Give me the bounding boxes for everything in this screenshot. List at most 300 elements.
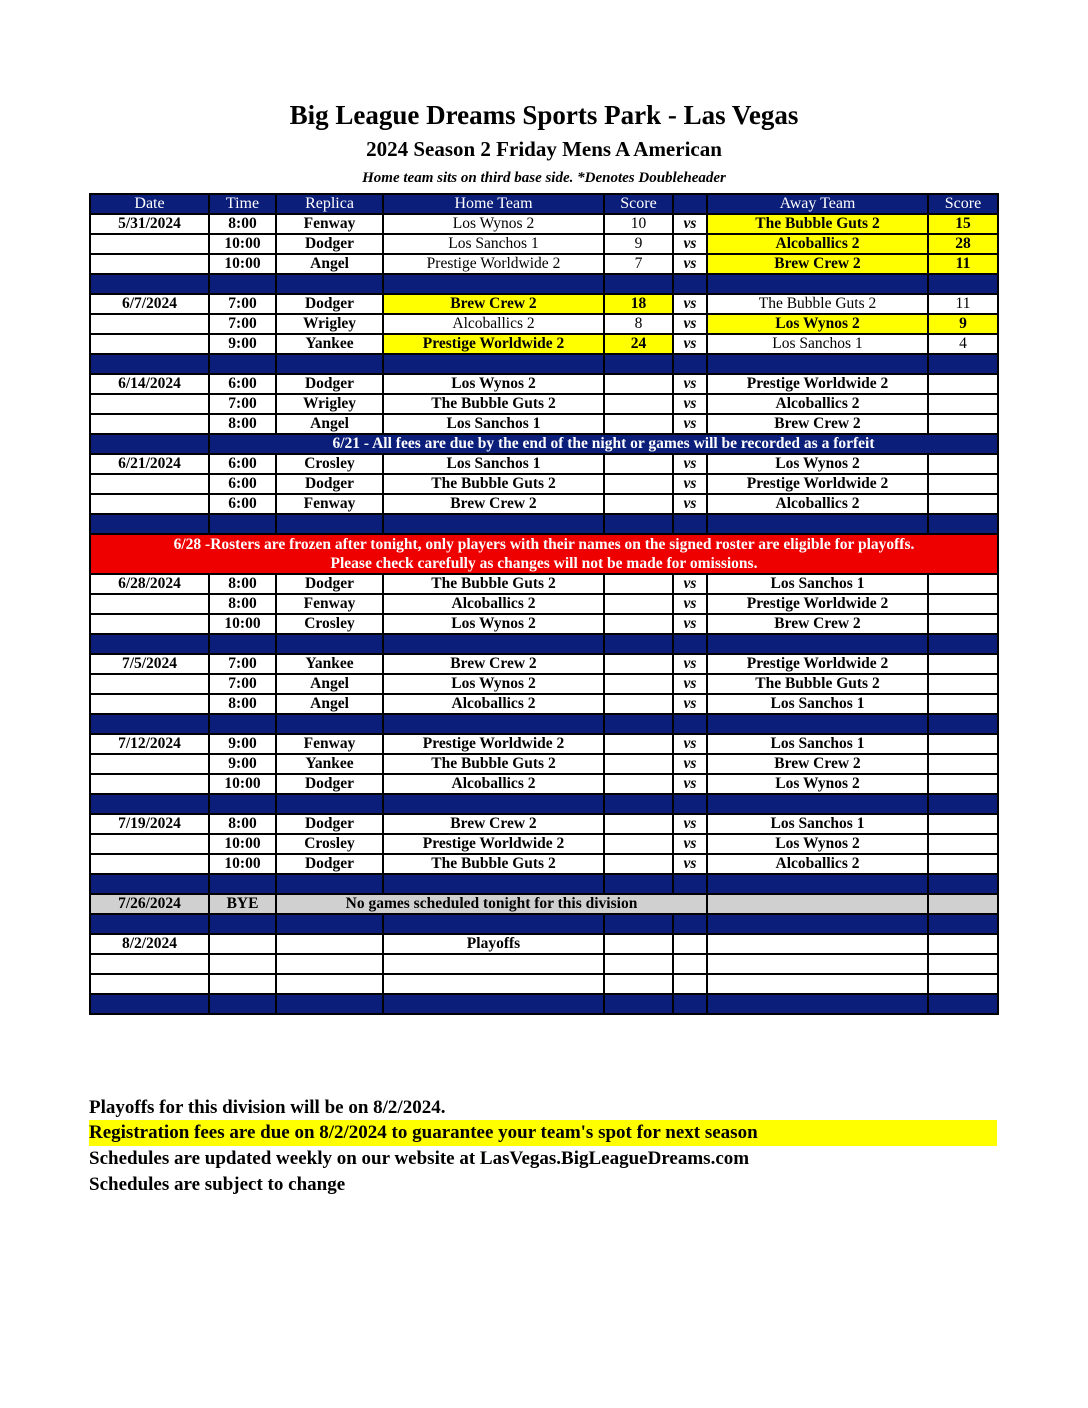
away-score-cell: 9	[928, 314, 998, 334]
date-cell	[90, 674, 209, 694]
time-cell: 6:00	[209, 494, 276, 514]
game-row	[90, 394, 998, 414]
date-cell	[90, 314, 209, 334]
time-cell: 6:00	[209, 474, 276, 494]
home-team-cell: The Bubble Guts 2	[383, 474, 604, 494]
time-cell: 8:00	[209, 694, 276, 714]
time-cell: 8:00	[209, 214, 276, 234]
date-cell	[90, 974, 209, 994]
col-header-home-team: Home Team	[383, 194, 604, 214]
home-score-cell	[604, 774, 673, 794]
week-separator-row	[90, 274, 998, 294]
separator-cell	[707, 714, 928, 734]
home-team-cell: Brew Crew 2	[383, 654, 604, 674]
home-team-cell: Los Wynos 2	[383, 614, 604, 634]
separator-cell	[673, 714, 707, 734]
separator-cell	[673, 874, 707, 894]
roster-alert-row	[90, 534, 998, 574]
home-team-cell: Alcoballics 2	[383, 694, 604, 714]
away-team-cell: The Bubble Guts 2	[707, 214, 928, 234]
vs-cell: vs	[673, 574, 707, 594]
separator-cell	[90, 994, 209, 1014]
vs-cell: vs	[673, 474, 707, 494]
away-team-cell: Los Wynos 2	[707, 454, 928, 474]
bye-row	[90, 894, 998, 914]
home-team-cell: Los Sanchos 1	[383, 414, 604, 434]
vs-cell: vs	[673, 654, 707, 674]
vs-cell: vs	[673, 414, 707, 434]
separator-cell	[90, 914, 209, 934]
vs-cell: vs	[673, 394, 707, 414]
time-cell: 8:00	[209, 594, 276, 614]
time-cell: 7:00	[209, 294, 276, 314]
game-row	[90, 734, 998, 754]
game-row	[90, 254, 998, 274]
separator-cell	[604, 274, 673, 294]
footer-website: Schedules are updated weekly on our website at LasVegas.BigLeagueDreams.com	[89, 1148, 750, 1169]
separator-cell	[90, 874, 209, 894]
separator-cell	[928, 354, 998, 374]
away-team-cell: The Bubble Guts 2	[707, 674, 928, 694]
separator-cell	[209, 354, 276, 374]
away-score-cell	[928, 774, 998, 794]
game-row	[90, 214, 998, 234]
time-cell	[209, 934, 276, 954]
date-cell: 7/5/2024	[90, 654, 209, 674]
vs-cell	[673, 954, 707, 974]
separator-cell	[604, 794, 673, 814]
game-row	[90, 454, 998, 474]
empty-cell	[928, 894, 998, 914]
away-team-cell: Los Sanchos 1	[707, 734, 928, 754]
home-team-cell: The Bubble Guts 2	[383, 854, 604, 874]
away-team-cell: Los Sanchos 1	[707, 574, 928, 594]
away-score-cell	[928, 654, 998, 674]
separator-cell	[673, 634, 707, 654]
separator-cell	[209, 514, 276, 534]
date-cell	[90, 774, 209, 794]
vs-cell: vs	[673, 614, 707, 634]
home-score-cell: 9	[604, 234, 673, 254]
date-cell: 6/21/2024	[90, 454, 209, 474]
field-cell: Wrigley	[276, 394, 383, 414]
vs-cell: vs	[673, 774, 707, 794]
separator-cell	[276, 714, 383, 734]
game-row	[90, 954, 998, 974]
time-cell: 10:00	[209, 834, 276, 854]
game-row	[90, 774, 998, 794]
home-team-cell: Los Sanchos 1	[383, 454, 604, 474]
time-cell: 10:00	[209, 254, 276, 274]
col-header-away-score: Score	[928, 194, 998, 214]
home-team-cell: Brew Crew 2	[383, 494, 604, 514]
date-cell	[90, 594, 209, 614]
home-team-cell: The Bubble Guts 2	[383, 394, 604, 414]
date-cell	[90, 334, 209, 354]
field-cell: Dodger	[276, 814, 383, 834]
away-score-cell	[928, 474, 998, 494]
separator-cell	[209, 714, 276, 734]
game-row	[90, 854, 998, 874]
week-separator-row	[90, 354, 998, 374]
footer-playoffs: Playoffs for this division will be on 8/2/2024.	[89, 1097, 446, 1118]
footer-disclaimer: Schedules are subject to change	[89, 1174, 346, 1195]
home-score-cell	[604, 454, 673, 474]
vs-cell: vs	[673, 234, 707, 254]
separator-cell	[928, 634, 998, 654]
away-score-cell	[928, 574, 998, 594]
away-score-cell	[928, 614, 998, 634]
schedule-note: Home team sits on third base side. *Denotes Doubleheader	[362, 170, 726, 186]
vs-cell: vs	[673, 814, 707, 834]
vs-cell: vs	[673, 734, 707, 754]
time-cell: 10:00	[209, 854, 276, 874]
week-separator-row	[90, 874, 998, 894]
away-team-cell: Los Sanchos 1	[707, 334, 928, 354]
date-cell	[90, 414, 209, 434]
home-team-cell: Prestige Worldwide 2	[383, 734, 604, 754]
schedule-table	[89, 193, 999, 1015]
away-score-cell	[928, 694, 998, 714]
vs-cell	[673, 974, 707, 994]
away-team-cell: Los Wynos 2	[707, 834, 928, 854]
home-team-cell: Alcoballics 2	[383, 314, 604, 334]
time-cell	[209, 974, 276, 994]
separator-cell	[928, 794, 998, 814]
separator-cell	[383, 714, 604, 734]
field-cell: Crosley	[276, 834, 383, 854]
away-score-cell	[928, 394, 998, 414]
away-score-cell	[928, 414, 998, 434]
week-separator-row	[90, 994, 998, 1014]
vs-cell: vs	[673, 834, 707, 854]
field-cell: Angel	[276, 414, 383, 434]
home-score-cell: 18	[604, 294, 673, 314]
game-row	[90, 814, 998, 834]
time-cell: 6:00	[209, 454, 276, 474]
vs-cell: vs	[673, 294, 707, 314]
home-score-cell: 8	[604, 314, 673, 334]
field-cell: Dodger	[276, 574, 383, 594]
separator-cell	[209, 994, 276, 1014]
away-team-cell: The Bubble Guts 2	[707, 294, 928, 314]
separator-cell	[90, 634, 209, 654]
home-team-cell	[383, 954, 604, 974]
game-row	[90, 234, 998, 254]
separator-cell	[673, 994, 707, 1014]
roster-alert-line2: Please check carefully as changes will not be made for omissions.	[330, 555, 758, 572]
time-cell: 8:00	[209, 574, 276, 594]
away-score-cell	[928, 814, 998, 834]
field-cell: Dodger	[276, 854, 383, 874]
separator-cell	[707, 874, 928, 894]
col-header-replica: Replica	[276, 194, 383, 214]
separator-cell	[276, 514, 383, 534]
separator-cell	[707, 274, 928, 294]
game-row	[90, 374, 998, 394]
separator-cell	[604, 874, 673, 894]
away-team-cell	[707, 974, 928, 994]
away-score-cell	[928, 834, 998, 854]
away-team-cell: Brew Crew 2	[707, 254, 928, 274]
game-row	[90, 494, 998, 514]
separator-cell	[90, 794, 209, 814]
vs-cell: vs	[673, 674, 707, 694]
field-cell: Fenway	[276, 734, 383, 754]
home-team-cell: Los Wynos 2	[383, 214, 604, 234]
time-cell: 7:00	[209, 654, 276, 674]
field-cell: Yankee	[276, 754, 383, 774]
game-row	[90, 574, 998, 594]
separator-cell	[383, 274, 604, 294]
date-cell	[90, 614, 209, 634]
away-score-cell	[928, 954, 998, 974]
game-row	[90, 334, 998, 354]
date-cell	[90, 234, 209, 254]
date-cell	[90, 854, 209, 874]
game-row	[90, 294, 998, 314]
separator-cell	[383, 914, 604, 934]
home-team-cell: The Bubble Guts 2	[383, 574, 604, 594]
separator-cell	[604, 354, 673, 374]
away-score-cell	[928, 494, 998, 514]
home-score-cell	[604, 574, 673, 594]
home-score-cell	[604, 494, 673, 514]
separator-cell	[928, 914, 998, 934]
home-team-cell: Prestige Worldwide 2	[383, 334, 604, 354]
field-cell: Yankee	[276, 654, 383, 674]
away-team-cell	[707, 954, 928, 974]
date-cell: 6/7/2024	[90, 294, 209, 314]
home-score-cell	[604, 614, 673, 634]
time-cell: 10:00	[209, 614, 276, 634]
separator-cell	[928, 714, 998, 734]
away-team-cell: Alcoballics 2	[707, 234, 928, 254]
home-score-cell	[604, 934, 673, 954]
field-cell: Dodger	[276, 474, 383, 494]
away-score-cell: 4	[928, 334, 998, 354]
date-cell	[90, 694, 209, 714]
date-cell: 7/26/2024	[90, 894, 209, 914]
separator-cell	[928, 274, 998, 294]
time-cell: 8:00	[209, 414, 276, 434]
col-header-home-score: Score	[604, 194, 673, 214]
away-score-cell: 11	[928, 254, 998, 274]
away-score-cell	[928, 754, 998, 774]
away-score-cell	[928, 674, 998, 694]
separator-cell	[383, 354, 604, 374]
time-cell: 10:00	[209, 774, 276, 794]
vs-cell: vs	[673, 594, 707, 614]
field-cell: Crosley	[276, 614, 383, 634]
field-cell: Dodger	[276, 774, 383, 794]
week-separator-row	[90, 914, 998, 934]
game-row	[90, 754, 998, 774]
separator-cell	[673, 794, 707, 814]
field-cell: Dodger	[276, 294, 383, 314]
field-cell: Wrigley	[276, 314, 383, 334]
separator-cell	[276, 794, 383, 814]
time-cell: 7:00	[209, 314, 276, 334]
separator-cell	[604, 994, 673, 1014]
home-score-cell	[604, 974, 673, 994]
away-score-cell	[928, 854, 998, 874]
col-header-date: Date	[90, 194, 209, 214]
field-cell: Fenway	[276, 594, 383, 614]
separator-cell	[276, 274, 383, 294]
away-score-cell: 28	[928, 234, 998, 254]
separator-cell	[276, 354, 383, 374]
game-row	[90, 594, 998, 614]
field-cell	[276, 954, 383, 974]
away-score-cell: 15	[928, 214, 998, 234]
separator-cell	[276, 914, 383, 934]
separator-cell	[604, 914, 673, 934]
time-cell: 6:00	[209, 374, 276, 394]
game-row	[90, 834, 998, 854]
bye-label: BYE	[209, 894, 276, 914]
home-team-cell: Alcoballics 2	[383, 594, 604, 614]
away-team-cell: Brew Crew 2	[707, 614, 928, 634]
separator-cell	[928, 514, 998, 534]
home-team-cell: Los Wynos 2	[383, 374, 604, 394]
home-team-cell: Los Wynos 2	[383, 674, 604, 694]
home-score-cell	[604, 754, 673, 774]
separator-cell	[276, 874, 383, 894]
roster-alert	[90, 534, 998, 574]
footer-registration: Registration fees are due on 8/2/2024 to guarantee your team's spot for next season	[89, 1120, 997, 1146]
field-cell: Dodger	[276, 234, 383, 254]
separator-cell	[383, 874, 604, 894]
home-score-cell	[604, 414, 673, 434]
away-score-cell	[928, 934, 998, 954]
field-cell: Crosley	[276, 454, 383, 474]
home-team-cell: Alcoballics 2	[383, 774, 604, 794]
home-score-cell: 10	[604, 214, 673, 234]
col-header-vs	[673, 194, 707, 214]
home-team-cell: Brew Crew 2	[383, 294, 604, 314]
time-cell: 7:00	[209, 674, 276, 694]
vs-cell: vs	[673, 314, 707, 334]
schedule-body	[90, 214, 998, 1014]
away-team-cell	[707, 934, 928, 954]
empty-cell	[707, 894, 928, 914]
roster-alert-line1: 6/28 -Rosters are frozen after tonight, only players with their names on the signed roster are eligible for playoffs.	[173, 536, 915, 553]
game-row	[90, 614, 998, 634]
home-score-cell: 7	[604, 254, 673, 274]
separator-cell	[276, 634, 383, 654]
vs-cell: vs	[673, 694, 707, 714]
vs-cell: vs	[673, 754, 707, 774]
away-score-cell	[928, 974, 998, 994]
bye-message: No games scheduled tonight for this division	[276, 894, 707, 914]
date-cell	[90, 754, 209, 774]
home-team-cell: Los Sanchos 1	[383, 234, 604, 254]
separator-cell	[707, 994, 928, 1014]
separator-cell	[673, 354, 707, 374]
vs-cell	[673, 934, 707, 954]
date-cell	[90, 474, 209, 494]
date-cell	[90, 954, 209, 974]
separator-cell	[90, 274, 209, 294]
away-team-cell: Alcoballics 2	[707, 854, 928, 874]
game-row	[90, 694, 998, 714]
time-cell: 7:00	[209, 394, 276, 414]
game-row	[90, 654, 998, 674]
field-cell	[276, 974, 383, 994]
separator-cell	[383, 994, 604, 1014]
home-score-cell	[604, 654, 673, 674]
separator-cell	[276, 994, 383, 1014]
home-score-cell	[604, 694, 673, 714]
home-team-cell: Prestige Worldwide 2	[383, 834, 604, 854]
game-row	[90, 934, 998, 954]
home-team-cell	[383, 974, 604, 994]
home-team-cell: Playoffs	[383, 934, 604, 954]
separator-cell	[90, 434, 209, 454]
separator-cell	[90, 714, 209, 734]
separator-cell	[673, 914, 707, 934]
notice-row	[90, 434, 998, 454]
separator-cell	[707, 794, 928, 814]
date-cell: 6/28/2024	[90, 574, 209, 594]
separator-cell	[707, 514, 928, 534]
separator-cell	[707, 914, 928, 934]
home-score-cell: 24	[604, 334, 673, 354]
away-team-cell: Alcoballics 2	[707, 394, 928, 414]
home-score-cell	[604, 674, 673, 694]
home-score-cell	[604, 814, 673, 834]
away-team-cell: Prestige Worldwide 2	[707, 374, 928, 394]
date-cell: 7/19/2024	[90, 814, 209, 834]
field-cell: Dodger	[276, 374, 383, 394]
away-score-cell	[928, 374, 998, 394]
home-score-cell	[604, 854, 673, 874]
date-cell: 5/31/2024	[90, 214, 209, 234]
separator-cell	[928, 874, 998, 894]
time-cell: 9:00	[209, 754, 276, 774]
col-header-away-team: Away Team	[707, 194, 928, 214]
separator-cell	[673, 514, 707, 534]
away-team-cell: Prestige Worldwide 2	[707, 474, 928, 494]
date-cell	[90, 394, 209, 414]
game-row	[90, 314, 998, 334]
field-cell: Fenway	[276, 494, 383, 514]
separator-cell	[707, 634, 928, 654]
away-team-cell: Los Sanchos 1	[707, 694, 928, 714]
date-cell: 6/14/2024	[90, 374, 209, 394]
separator-cell	[928, 994, 998, 1014]
week-separator-row	[90, 714, 998, 734]
game-row	[90, 474, 998, 494]
separator-cell	[209, 874, 276, 894]
date-cell: 8/2/2024	[90, 934, 209, 954]
date-cell: 7/12/2024	[90, 734, 209, 754]
home-score-cell	[604, 954, 673, 974]
away-team-cell: Alcoballics 2	[707, 494, 928, 514]
col-header-time: Time	[209, 194, 276, 214]
home-score-cell	[604, 594, 673, 614]
vs-cell: vs	[673, 254, 707, 274]
vs-cell: vs	[673, 214, 707, 234]
page-title: Big League Dreams Sports Park - Las Vegas	[289, 100, 799, 130]
field-cell	[276, 934, 383, 954]
date-cell	[90, 834, 209, 854]
table-header-row	[90, 194, 998, 214]
separator-cell	[383, 634, 604, 654]
game-row	[90, 674, 998, 694]
separator-cell	[209, 914, 276, 934]
